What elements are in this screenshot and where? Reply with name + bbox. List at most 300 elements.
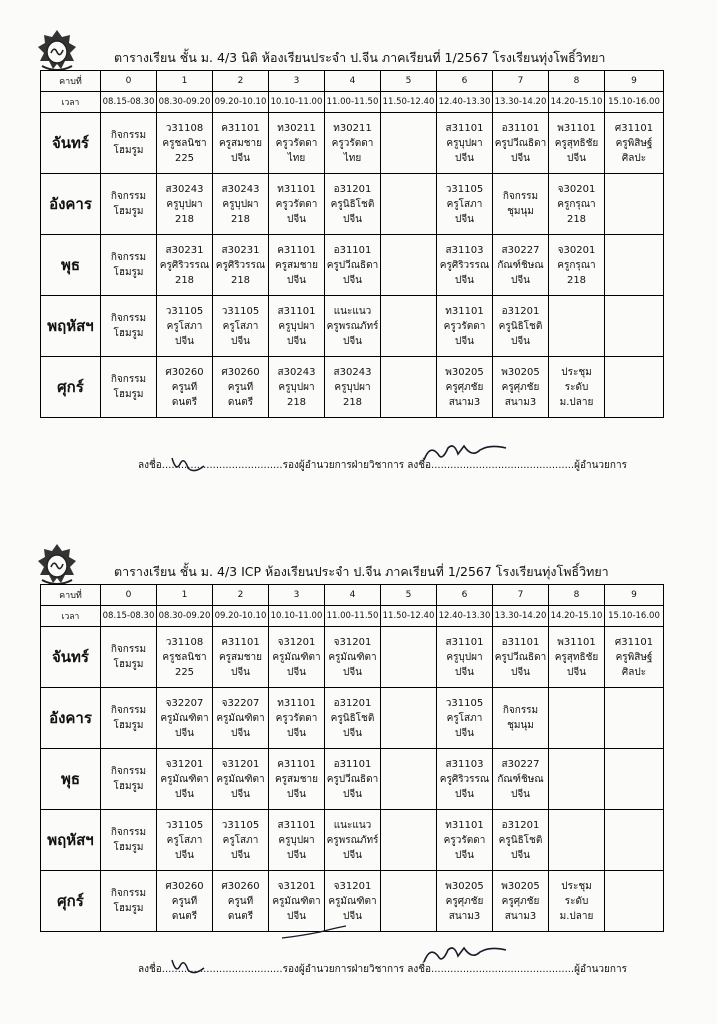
class-cell-line: ปจีน [230, 849, 251, 861]
class-cell-line: สนาม3 [448, 396, 481, 408]
class-cell-line: พ30205 [501, 880, 540, 892]
class-cell [269, 113, 325, 174]
class-cell-line: ครูมัณฑิตา [328, 895, 377, 907]
signature-mark [420, 440, 510, 466]
class-cell-line: กิจกรรม [110, 130, 147, 141]
class-cell-line: ครูสุทธิชัย [554, 137, 599, 149]
class-cell-line: 218 [286, 396, 307, 408]
period-label: คาบที่ [41, 585, 101, 606]
class-cell-line: ค31101 [221, 636, 260, 648]
class-cell-line: พ30205 [445, 880, 484, 892]
class-cell-line: ศ31101 [614, 122, 654, 134]
class-cell-line: ท31101 [445, 305, 484, 317]
period-number: 8 [549, 585, 605, 606]
class-cell [213, 113, 269, 174]
class-cell-line: ครูนิธิโชติ [498, 320, 543, 332]
class-cell [381, 627, 437, 688]
time-label: เวลา [41, 92, 101, 113]
class-cell-line: ครูนที [227, 895, 254, 907]
period-number: 3 [269, 71, 325, 92]
period-number: 2 [213, 585, 269, 606]
class-cell [381, 113, 437, 174]
class-cell-line: ครูนที [171, 895, 198, 907]
class-cell-line: 218 [174, 274, 195, 286]
class-cell-line: ครูศุภชัย [501, 895, 540, 907]
class-cell-line: ครูโสภา [166, 320, 203, 332]
class-cell-line: ส30243 [165, 183, 204, 195]
class-cell-line: ครูพิสิษฐ์ [615, 137, 653, 149]
class-cell-line: ปจีน [230, 335, 251, 347]
class-cell-line: ครูพรณภัทร์ [326, 834, 379, 846]
period-number: 5 [381, 71, 437, 92]
class-cell-line: อ31201 [501, 819, 540, 831]
signature-mark [420, 942, 510, 968]
class-cell-line: ครูโสภา [222, 834, 259, 846]
class-cell-line: อ31201 [333, 697, 372, 709]
class-cell-line: ครูสมชาย [218, 137, 263, 149]
class-cell-line: ครูชลนิชา [162, 137, 207, 149]
class-cell-line: ปจีน [230, 152, 251, 164]
day-name: พุธ [41, 749, 101, 810]
day-name: ศุกร์ [41, 357, 101, 418]
class-cell-line: ปจีน [342, 910, 363, 922]
class-cell [493, 357, 549, 418]
sheet-header [30, 26, 670, 76]
class-cell-line: ปจีน [230, 788, 251, 800]
class-cell [605, 871, 664, 932]
class-cell [381, 810, 437, 871]
class-cell-line: ปจีน [510, 274, 531, 286]
class-cell-line: ว31105 [221, 819, 260, 831]
class-cell-line: ส30243 [277, 366, 316, 378]
class-cell-line: ปจีน [286, 335, 307, 347]
class-cell-line: ปจีน [286, 910, 307, 922]
period-number: 9 [605, 585, 664, 606]
class-cell [605, 113, 664, 174]
time-slot: 08.15-08.30 [101, 606, 157, 627]
class-cell-line: สนาม3 [504, 396, 537, 408]
class-cell [437, 174, 493, 235]
class-cell [605, 688, 664, 749]
time-slot: 09.20-10.10 [213, 606, 269, 627]
class-cell-line: ปจีน [566, 666, 587, 678]
class-cell-line: ปจีน [454, 152, 475, 164]
timetable-sheet-1 [30, 26, 670, 486]
class-cell-line: ชุมนุม [507, 206, 534, 217]
class-cell-line: กิจกรรม [502, 191, 539, 202]
class-cell [101, 810, 157, 871]
class-cell-line: ครูนที [227, 381, 254, 393]
class-cell-line: ส30243 [333, 366, 372, 378]
class-cell-line: ปจีน [174, 727, 195, 739]
class-cell [381, 688, 437, 749]
time-slot: 15.10-16.00 [605, 606, 664, 627]
class-cell-line: พ31101 [557, 636, 596, 648]
class-cell [381, 174, 437, 235]
class-cell-line: ปจีน [342, 849, 363, 861]
class-cell-line: ครูพรณภัทร์ [326, 320, 379, 332]
class-cell-line: อ31101 [333, 758, 372, 770]
class-cell-line: กิจกรรม [110, 644, 147, 655]
day-row [41, 235, 664, 296]
class-cell-line: ครูมัณฑิตา [160, 773, 209, 785]
class-cell [269, 749, 325, 810]
class-cell-line: ครูปวีณธิดา [326, 773, 379, 785]
class-cell-line: ว31105 [445, 697, 484, 709]
class-cell-line: ปจีน [510, 666, 531, 678]
class-cell [605, 357, 664, 418]
timetable-title: ตารางเรียน ชั้น ม. 4/3 ICP ห้องเรียนประจำ ป.จีน ภาคเรียนที่ 1/2567 โรงเรียนทุ่งโพธิ์วิทยา [114, 564, 609, 579]
class-cell-line: ท30211 [277, 122, 316, 134]
class-cell [549, 749, 605, 810]
class-cell-line: ครูมัณฑิตา [328, 651, 377, 663]
class-cell [101, 235, 157, 296]
class-cell [605, 174, 664, 235]
class-cell [437, 235, 493, 296]
time-header-row [41, 92, 664, 113]
class-cell-line: ครูศิริวรรณ [439, 773, 490, 785]
time-slot: 11.50-12.40 [381, 92, 437, 113]
class-cell-line: ว31105 [221, 305, 260, 317]
class-cell [213, 810, 269, 871]
class-cell-line: ครูนิธิโชติ [330, 198, 375, 210]
class-cell-line: กิจกรรม [110, 766, 147, 777]
day-row [41, 113, 664, 174]
class-cell [605, 810, 664, 871]
class-cell-line: ครูบุปผา [334, 381, 371, 393]
timetable-grid [40, 70, 664, 418]
class-cell-line: ปจีน [454, 335, 475, 347]
signature-mark [168, 956, 208, 978]
class-cell [101, 871, 157, 932]
class-cell-line: ครูกรุณา [557, 259, 596, 271]
class-cell [101, 296, 157, 357]
class-cell-line: ปจีน [510, 335, 531, 347]
class-cell [437, 627, 493, 688]
class-cell-line: อ31201 [501, 305, 540, 317]
class-cell-line: โฮมรูม [113, 781, 144, 792]
class-cell [605, 627, 664, 688]
period-number: 5 [381, 585, 437, 606]
class-cell-line: ปจีน [510, 788, 531, 800]
class-cell [269, 235, 325, 296]
timetable-sheet-2 [30, 540, 670, 1010]
class-cell-line: อ31201 [333, 183, 372, 195]
class-cell-line: ส30227 [501, 758, 540, 770]
day-row [41, 627, 664, 688]
time-slot: 08.15-08.30 [101, 92, 157, 113]
class-cell-line: ปจีน [230, 666, 251, 678]
class-cell-line: ว31105 [165, 819, 204, 831]
class-cell-line: ครูศิริวรรณ [159, 259, 210, 271]
class-cell-line: ท31101 [445, 819, 484, 831]
class-cell [213, 174, 269, 235]
class-cell-line: ปจีน [174, 788, 195, 800]
class-cell-line: ท31101 [277, 183, 316, 195]
class-cell [549, 296, 605, 357]
class-cell [157, 113, 213, 174]
class-cell-line: จ31201 [277, 880, 316, 892]
class-cell [493, 174, 549, 235]
class-cell-line: ปจีน [286, 274, 307, 286]
signature-mark [168, 454, 208, 476]
class-cell-line: 218 [566, 213, 587, 225]
signature-mark [280, 922, 350, 942]
class-cell-line: ดนตรี [171, 396, 198, 408]
class-cell [549, 235, 605, 296]
class-cell-line: ครูปวีณธิดา [494, 651, 547, 663]
class-cell [493, 113, 549, 174]
class-cell-line: ครูนที [171, 381, 198, 393]
day-row [41, 810, 664, 871]
class-cell-line: จ30201 [557, 183, 596, 195]
day-row [41, 749, 664, 810]
class-cell [157, 357, 213, 418]
class-cell-line: แนะแนว [333, 305, 372, 317]
period-number: 6 [437, 585, 493, 606]
day-row [41, 871, 664, 932]
timetable-grid [40, 584, 664, 932]
class-cell-line: ครูโสภา [166, 834, 203, 846]
time-header-row [41, 606, 664, 627]
class-cell-line: ครูมัณฑิตา [216, 773, 265, 785]
class-cell-line: โฮมรูม [113, 145, 144, 156]
class-cell-line: กิจกรรม [110, 313, 147, 324]
time-slot: 11.50-12.40 [381, 606, 437, 627]
time-slot: 14.20-15.10 [549, 606, 605, 627]
day-name: จันทร์ [41, 113, 101, 174]
class-cell-line: กัณฑ์ชิษณ [497, 259, 544, 271]
class-cell-line: ประชุม [561, 366, 592, 378]
class-cell [157, 235, 213, 296]
class-cell-line: ครูโสภา [446, 198, 483, 210]
day-name: พฤหัสฯ [41, 810, 101, 871]
class-cell [381, 749, 437, 810]
class-cell-line: 218 [174, 213, 195, 225]
class-cell-line: พ31101 [557, 122, 596, 134]
class-cell-line: ส30231 [165, 244, 204, 256]
class-cell-line: โฮมรูม [113, 206, 144, 217]
period-number: 3 [269, 585, 325, 606]
class-cell-line: ปจีน [342, 666, 363, 678]
class-cell [381, 296, 437, 357]
class-cell-line: ครูบุปผา [278, 320, 315, 332]
class-cell [493, 627, 549, 688]
class-cell [381, 357, 437, 418]
class-cell-line: ม.ปลาย [559, 910, 594, 922]
class-cell-line: ส30227 [501, 244, 540, 256]
time-slot: 13.30-14.20 [493, 92, 549, 113]
class-cell [101, 749, 157, 810]
class-cell-line: พ30205 [501, 366, 540, 378]
class-cell-line: อ31101 [333, 244, 372, 256]
class-cell-line: ครูบุปผา [446, 137, 483, 149]
class-cell-line: ปจีน [510, 152, 531, 164]
period-label: คาบที่ [41, 71, 101, 92]
period-header-row [41, 71, 664, 92]
period-header-row [41, 585, 664, 606]
class-cell-line: ครูบุปผา [166, 198, 203, 210]
period-number: 8 [549, 71, 605, 92]
class-cell-line: ม.ปลาย [559, 396, 594, 408]
class-cell-line: ท30211 [333, 122, 372, 134]
time-slot: 12.40-13.30 [437, 606, 493, 627]
class-cell-line: ครูสมชาย [274, 259, 319, 271]
class-cell-line: ระดับ [564, 381, 589, 393]
class-cell-line: โฮมรูม [113, 389, 144, 400]
class-cell [269, 357, 325, 418]
class-cell-line: ครูบุปผา [446, 651, 483, 663]
time-slot: 09.20-10.10 [213, 92, 269, 113]
class-cell [549, 113, 605, 174]
class-cell-line: สนาม3 [448, 910, 481, 922]
class-cell-line: จ32207 [165, 697, 204, 709]
class-cell [493, 749, 549, 810]
class-cell [325, 113, 381, 174]
class-cell-line: ว31105 [445, 183, 484, 195]
class-cell [213, 627, 269, 688]
class-cell [213, 235, 269, 296]
class-cell-line: ปจีน [174, 849, 195, 861]
class-cell [101, 357, 157, 418]
class-cell [157, 871, 213, 932]
class-cell-line: ปจีน [510, 849, 531, 861]
class-cell [493, 235, 549, 296]
class-cell [325, 235, 381, 296]
class-cell [493, 688, 549, 749]
class-cell [325, 296, 381, 357]
class-cell-line: ครูกรุณา [557, 198, 596, 210]
class-cell-line: ปจีน [286, 213, 307, 225]
time-slot: 14.20-15.10 [549, 92, 605, 113]
class-cell-line: กิจกรรม [110, 705, 147, 716]
time-slot: 10.10-11.00 [269, 606, 325, 627]
class-cell-line: โฮมรูม [113, 659, 144, 670]
class-cell-line: ครูมัณฑิตา [160, 712, 209, 724]
class-cell [437, 357, 493, 418]
day-name: พุธ [41, 235, 101, 296]
class-cell-line: กิจกรรม [110, 252, 147, 263]
class-cell [437, 871, 493, 932]
period-number: 1 [157, 71, 213, 92]
class-cell [325, 174, 381, 235]
class-cell-line: ไทย [287, 152, 306, 164]
class-cell [269, 688, 325, 749]
class-cell-line: ดนตรี [227, 910, 254, 922]
class-cell-line: ครูนิธิโชติ [330, 712, 375, 724]
class-cell [213, 357, 269, 418]
class-cell-line: จ30201 [557, 244, 596, 256]
class-cell-line: ปจีน [174, 335, 195, 347]
period-number: 1 [157, 585, 213, 606]
class-cell-line: โฮมรูม [113, 720, 144, 731]
school-emblem-icon [34, 28, 80, 74]
class-cell-line: ครูสมชาย [218, 651, 263, 663]
class-cell [381, 235, 437, 296]
class-cell [269, 296, 325, 357]
class-cell-line: ศิลปะ [621, 666, 647, 678]
period-number: 7 [493, 71, 549, 92]
class-cell-line: ระดับ [564, 895, 589, 907]
class-cell-line: แนะแนว [333, 819, 372, 831]
class-cell-line: กิจกรรม [110, 827, 147, 838]
class-cell-line: โฮมรูม [113, 267, 144, 278]
class-cell-line: โฮมรูม [113, 842, 144, 853]
class-cell-line: ส31101 [445, 122, 484, 134]
class-cell [549, 174, 605, 235]
day-row [41, 688, 664, 749]
class-cell-line: ดนตรี [227, 396, 254, 408]
class-cell-line: ส30243 [221, 183, 260, 195]
class-cell-line: ปจีน [454, 666, 475, 678]
class-cell-line: จ32207 [221, 697, 260, 709]
class-cell [269, 810, 325, 871]
class-cell [213, 688, 269, 749]
class-cell-line: ครูโสภา [446, 712, 483, 724]
class-cell [157, 749, 213, 810]
class-cell-line: อ31101 [501, 122, 540, 134]
class-cell [325, 688, 381, 749]
class-cell-line: ครูศุภชัย [445, 381, 484, 393]
class-cell-line: ปจีน [286, 727, 307, 739]
class-cell-line: ปจีน [342, 274, 363, 286]
period-number: 4 [325, 71, 381, 92]
period-number: 6 [437, 71, 493, 92]
sheet-header [30, 540, 670, 590]
class-cell-line: ปจีน [230, 727, 251, 739]
class-cell [381, 871, 437, 932]
class-cell [325, 810, 381, 871]
class-cell-line: ศ30260 [165, 880, 204, 892]
class-cell [101, 688, 157, 749]
class-cell-line: ส31101 [277, 305, 316, 317]
class-cell-line: ครูศุภชัย [445, 895, 484, 907]
class-cell-line: ปจีน [286, 849, 307, 861]
class-cell-line: ปจีน [286, 788, 307, 800]
class-cell-line: ครูบุปผา [278, 381, 315, 393]
class-cell-line: ครูศิริวรรณ [439, 259, 490, 271]
class-cell-line: ปจีน [342, 213, 363, 225]
class-cell-line: ปจีน [342, 335, 363, 347]
class-cell [101, 627, 157, 688]
day-row [41, 296, 664, 357]
class-cell-line: พ30205 [445, 366, 484, 378]
class-cell-line: ดนตรี [171, 910, 198, 922]
class-cell [325, 627, 381, 688]
school-emblem-icon [34, 542, 80, 588]
day-name: อังคาร [41, 688, 101, 749]
class-cell-line: 218 [230, 213, 251, 225]
class-cell [605, 296, 664, 357]
class-cell-line: กัณฑ์ชิษณ [497, 773, 544, 785]
class-cell-line: ปจีน [454, 274, 475, 286]
class-cell-line: ครูสมชาย [274, 773, 319, 785]
class-cell-line: ศ30260 [165, 366, 204, 378]
class-cell-line: ครูศิริวรรณ [215, 259, 266, 271]
time-slot: 15.10-16.00 [605, 92, 664, 113]
signature-line: ลงชื่อ......................................รองผู้อำนวยการฝ่ายวิชาการ ลงชื่อ.............................................ผู้อำนวยการ [138, 964, 627, 975]
class-cell [549, 357, 605, 418]
class-cell [157, 688, 213, 749]
class-cell-line: จ31201 [277, 636, 316, 648]
class-cell-line: ครูวรัตดา [275, 712, 318, 724]
class-cell [101, 113, 157, 174]
class-cell [213, 749, 269, 810]
period-number: 9 [605, 71, 664, 92]
time-slot: 10.10-11.00 [269, 92, 325, 113]
class-cell [437, 688, 493, 749]
period-number: 0 [101, 585, 157, 606]
